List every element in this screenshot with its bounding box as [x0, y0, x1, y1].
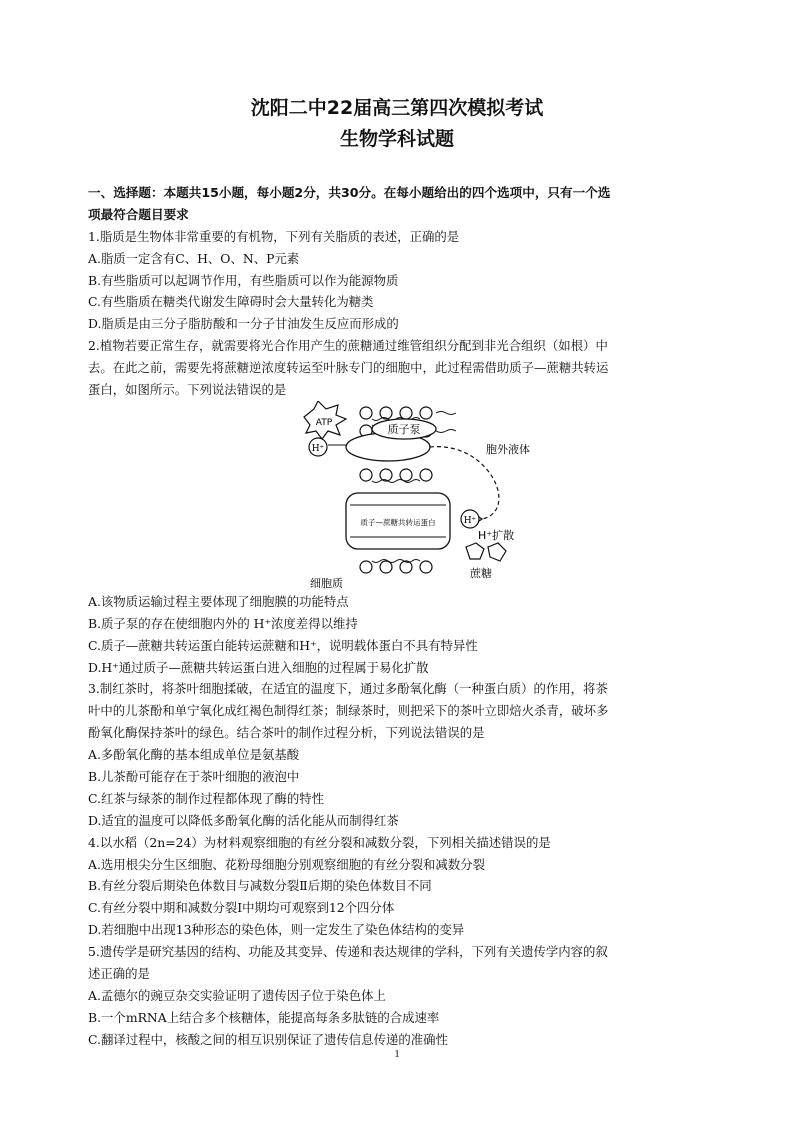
q2-stem: 2.植物若要正常生存，就需要将光合作用产生的蔗糖通过维管组织分配到非光合组织（如根）中 — [88, 338, 608, 354]
q4-option-a: A.选用根尖分生区细胞、花粉母细胞分别观察细胞的有丝分裂和减数分裂 — [88, 856, 485, 872]
extracellular-label: 胞外液体 — [486, 442, 530, 456]
q2-option-a: A.该物质运输过程主要体现了细胞膜的功能特点 — [88, 593, 349, 609]
q3-option-d: D.适宜的温度可以降低多酚氧化酶的活化能从而制得红茶 — [88, 812, 399, 828]
q2-option-b: B.质子泵的存在使细胞内外的 H⁺浓度差得以维持 — [88, 615, 358, 631]
q1-option-d: D.脂质是由三分子脂肪酸和一分子甘油发生反应而形成的 — [88, 316, 399, 332]
q5-stem: 5.遗传学是研究基因的结构、功能及其变异、传递和表达规律的学科，下列有关遗传学内容的叙 — [88, 944, 608, 960]
exam-title: 沈阳二中22届高三第四次模拟考试 — [250, 97, 544, 119]
diffusion-label: H⁺扩散 — [478, 528, 515, 542]
q3-option-c: C.红茶与绿茶的制作过程都体现了酶的特性 — [88, 790, 325, 806]
section-heading: 一、选择题：本题共15小题，每小题2分，共30分。在每小题给出的四个选项中，只有一个选 — [88, 185, 611, 200]
q5-option-c: C.翻译过程中，核酸之间的相互识别保证了遗传信息传递的准确性 — [88, 1031, 448, 1047]
q2-option-d: D.H⁺通过质子—蔗糖共转运蛋白进入细胞的过程属于易化扩散 — [88, 659, 429, 675]
pump-label: 质子泵 — [387, 422, 421, 436]
q5-option-b: B.一个mRNA上结合多个核糖体，能提高每条多肽链的合成速率 — [88, 1009, 440, 1025]
membrane-diagram — [300, 401, 530, 591]
q4-stem: 4.以水稻（2n=24）为材料观察细胞的有丝分裂和减数分裂，下列相关描述错误的是 — [88, 834, 551, 850]
section-heading-cont: 项最符合题目要求 — [88, 206, 189, 222]
h-ion-label: H⁺ — [311, 443, 325, 454]
q1-option-c: C.有些脂质在糖类代谢发生障碍时会大量转化为糖类 — [88, 294, 374, 310]
q5-option-a: A.孟德尔的豌豆杂交实验证明了遗传因子位于染色体上 — [88, 987, 386, 1003]
q3-option-b: B.儿茶酚可能存在于茶叶细胞的液泡中 — [88, 769, 300, 785]
sucrose-ring-1-icon — [466, 543, 484, 559]
q1-option-b: B.有些脂质可以起调节作用，有些脂质可以作为能源物质 — [88, 272, 399, 288]
q3-stem-cont: 叶中的儿茶酚和单宁氧化成红褐色制得红茶；制绿茶时，则把采下的茶叶立即焙火杀青，破坏多 — [88, 703, 609, 719]
atp-label: ATP — [315, 417, 333, 428]
q3-stem: 3.制红茶时，将茶叶细胞揉破，在适宜的温度下，通过多酚氧化酶（一种蛋白质）的作用，将茶 — [88, 681, 608, 697]
page-number: 1 — [394, 1048, 400, 1060]
cotransporter-label: 质子—蔗糖共转运蛋白 — [360, 517, 436, 527]
q4-option-d: D.若细胞中出现13种形态的染色体，则一定发生了染色体结构的变异 — [88, 922, 465, 938]
q2-option-c: C.质子—蔗糖共转运蛋白能转运蔗糖和H⁺，说明载体蛋白不具有特异性 — [88, 637, 478, 653]
q5-stem-end: 述正确的是 — [88, 966, 150, 982]
h-ion-out-label: H⁺ — [463, 515, 477, 526]
cytoplasm-label: 细胞质 — [310, 576, 343, 590]
q3-option-a: A.多酚氧化酶的基本组成单位是氨基酸 — [88, 747, 300, 763]
exam-subtitle: 生物学科试题 — [339, 128, 454, 150]
sucrose-ring-2-icon — [488, 543, 506, 561]
membrane-figure — [88, 401, 704, 591]
question-body — [88, 182, 704, 1051]
q2-stem-cont: 去。在此之前，需要先将蔗糖逆浓度转运至叶脉专门的细胞中，此过程需借助质子—蔗糖共转运 — [88, 360, 609, 376]
sucrose-label: 蔗糖 — [470, 566, 492, 580]
q1-stem: 1.脂质是生物体非常重要的有机物，下列有关脂质的表述，正确的是 — [88, 228, 460, 244]
q3-stem-end: 酚氧化酶保持茶叶的绿色。结合茶叶的制作过程分析，下列说法错误的是 — [88, 725, 485, 741]
q4-option-c: C.有丝分裂中期和减数分裂Ⅰ中期均可观察到12个四分体 — [88, 900, 395, 916]
q1-option-a: A.脂质一定含有C、H、O、N、P元素 — [88, 250, 300, 266]
q2-stem-end: 蛋白，如图所示。下列说法错误的是 — [88, 382, 287, 398]
q4-option-b: B.有丝分裂后期染色体数目与减数分裂Ⅱ后期的染色体数目不同 — [88, 878, 432, 894]
